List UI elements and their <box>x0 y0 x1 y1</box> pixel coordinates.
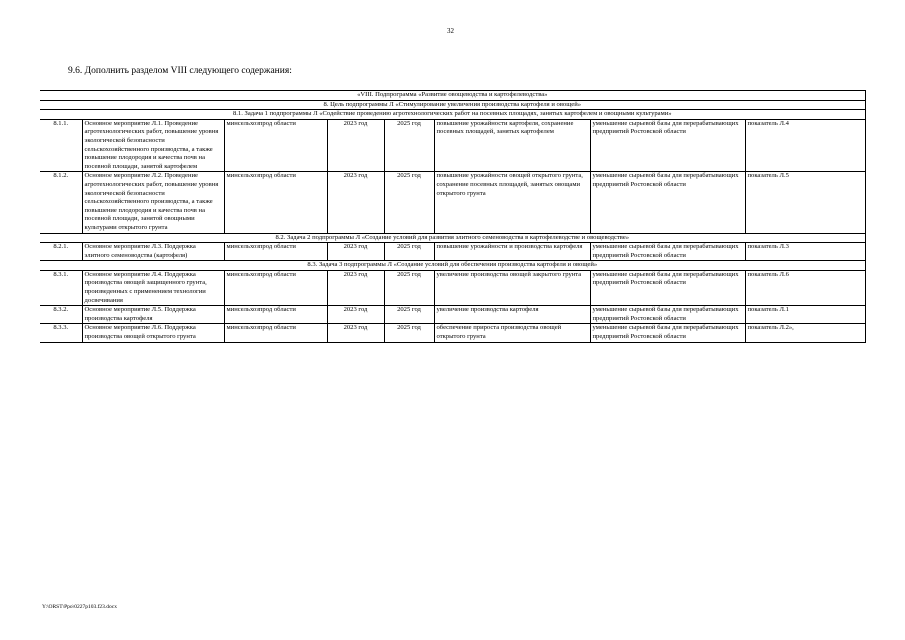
row-number: 8.2.1. <box>40 243 82 261</box>
row-number: 8.1.1. <box>40 119 82 172</box>
row-number: 8.3.2. <box>40 306 82 324</box>
indicator-link: показатель Л.4 <box>745 119 865 172</box>
end-year: 2025 год <box>384 306 434 324</box>
event-name: Основное мероприятие Л.6. Поддержка производства овощей открытого грунта <box>82 324 224 342</box>
table-row <box>40 324 865 342</box>
indicator-link: показатель Л.3 <box>745 243 865 261</box>
task-title-row <box>40 233 865 243</box>
non-implementation-consequence: уменьшение сырьевой базы для перерабатывающих предприятий Ростовской области <box>590 306 745 324</box>
executor: минсельхозпрод области <box>224 324 327 342</box>
intro-text: 9.6. Дополнить разделом VIII следующего содержания: <box>68 66 292 76</box>
expected-result: повышение урожайности овощей открытого грунта, сохранение посевных площадей, занятых овощами открытого грунта <box>434 172 590 233</box>
end-year: 2025 год <box>384 270 434 305</box>
table-row <box>40 119 865 172</box>
executor: минсельхозпрод области <box>224 172 327 233</box>
page-number: 32 <box>447 27 454 35</box>
event-name: Основное мероприятие Л.4. Поддержка производства овощей защищенного грунта, произведенных с применением технологии досвечивания <box>82 270 224 305</box>
table-row <box>40 172 865 233</box>
section-title: «VIII. Подпрограмма «Развитие овощеводства и картофелеводства» <box>40 91 865 101</box>
task-title: 8.1. Задача 1 подпрограммы Л «Содействие проведению агротехнологических работ на посевных площадях, занятых картофелем и овощными культурами» <box>40 110 865 120</box>
non-implementation-consequence: уменьшение сырьевой базы для перерабатывающих предприятий Ростовской области <box>590 243 745 261</box>
indicator-link: показатель Л.1 <box>745 306 865 324</box>
indicator-link: показатель Л.5 <box>745 172 865 233</box>
row-number: 8.3.1. <box>40 270 82 305</box>
event-name: Основное мероприятие Л.2. Проведение агротехнологических работ, повышение уровня экологической безопасности сельскохозяйственного производства, а также повышение плодородия и качества почв на посевной площади, занятой овощными культурами открытого грунта <box>82 172 224 233</box>
expected-result: повышение урожайности картофеля, сохранение посевных площадей, занятых картофелем <box>434 119 590 172</box>
start-year: 2023 год <box>327 119 384 172</box>
executor: минсельхозпрод области <box>224 243 327 261</box>
section-title-row <box>40 91 865 101</box>
program-table <box>40 90 866 343</box>
indicator-link: показатель Л.2», <box>745 324 865 342</box>
task-title-row <box>40 261 865 271</box>
table-row <box>40 306 865 324</box>
end-year: 2025 год <box>384 119 434 172</box>
executor: минсельхозпрод области <box>224 119 327 172</box>
row-number: 8.3.3. <box>40 324 82 342</box>
end-year: 2025 год <box>384 172 434 233</box>
executor: минсельхозпрод области <box>224 270 327 305</box>
goal-row <box>40 100 865 110</box>
table-body <box>40 91 865 343</box>
end-year: 2025 год <box>384 324 434 342</box>
executor: минсельхозпрод области <box>224 306 327 324</box>
expected-result: увеличение производства картофеля <box>434 306 590 324</box>
non-implementation-consequence: уменьшение сырьевой базы для перерабатывающих предприятий Ростовской области <box>590 270 745 305</box>
non-implementation-consequence: уменьшение сырьевой базы для перерабатывающих предприятий Ростовской области <box>590 119 745 172</box>
non-implementation-consequence: уменьшение сырьевой базы для перерабатывающих предприятий Ростовской области <box>590 172 745 233</box>
indicator-link: показатель Л.6 <box>745 270 865 305</box>
start-year: 2023 год <box>327 306 384 324</box>
expected-result: увеличение производства овощей закрытого грунта <box>434 270 590 305</box>
expected-result: обеспечение прироста производства овощей открытого грунта <box>434 324 590 342</box>
table-row <box>40 243 865 261</box>
event-name: Основное мероприятие Л.5. Поддержка производства картофеля <box>82 306 224 324</box>
start-year: 2023 год <box>327 243 384 261</box>
table-row <box>40 270 865 305</box>
expected-result: повышение урожайности и производства картофеля <box>434 243 590 261</box>
goal-title: 8. Цель подпрограммы Л «Стимулирование увеличения производства картофеля и овощей» <box>40 100 865 110</box>
row-number: 8.1.2. <box>40 172 82 233</box>
start-year: 2023 год <box>327 270 384 305</box>
non-implementation-consequence: уменьшение сырьевой базы для перерабатывающих предприятий Ростовской области <box>590 324 745 342</box>
task-title-row <box>40 110 865 120</box>
task-title: 8.2. Задача 2 подпрограммы Л «Создание условий для развития элитного семеноводства в картофелеводстве и овощеводстве» <box>40 233 865 243</box>
event-name: Основное мероприятие Л.1. Проведение агротехнологических работ, повышение уровня экологической безопасности сельскохозяйственного производства, а также повышение плодородия и качества почв на посевной площади, занятой картофелем <box>82 119 224 172</box>
file-path: Y:\ORST\Ppo\0227p103.f23.docx <box>42 604 117 610</box>
end-year: 2025 год <box>384 243 434 261</box>
task-title: 8.3. Задача 3 подпрограммы Л «Создание условий для обеспечения производства картофеля и овощей» <box>40 261 865 271</box>
event-name: Основное мероприятие Л.3. Поддержка элитного семеноводства (картофеля) <box>82 243 224 261</box>
start-year: 2023 год <box>327 324 384 342</box>
start-year: 2023 год <box>327 172 384 233</box>
